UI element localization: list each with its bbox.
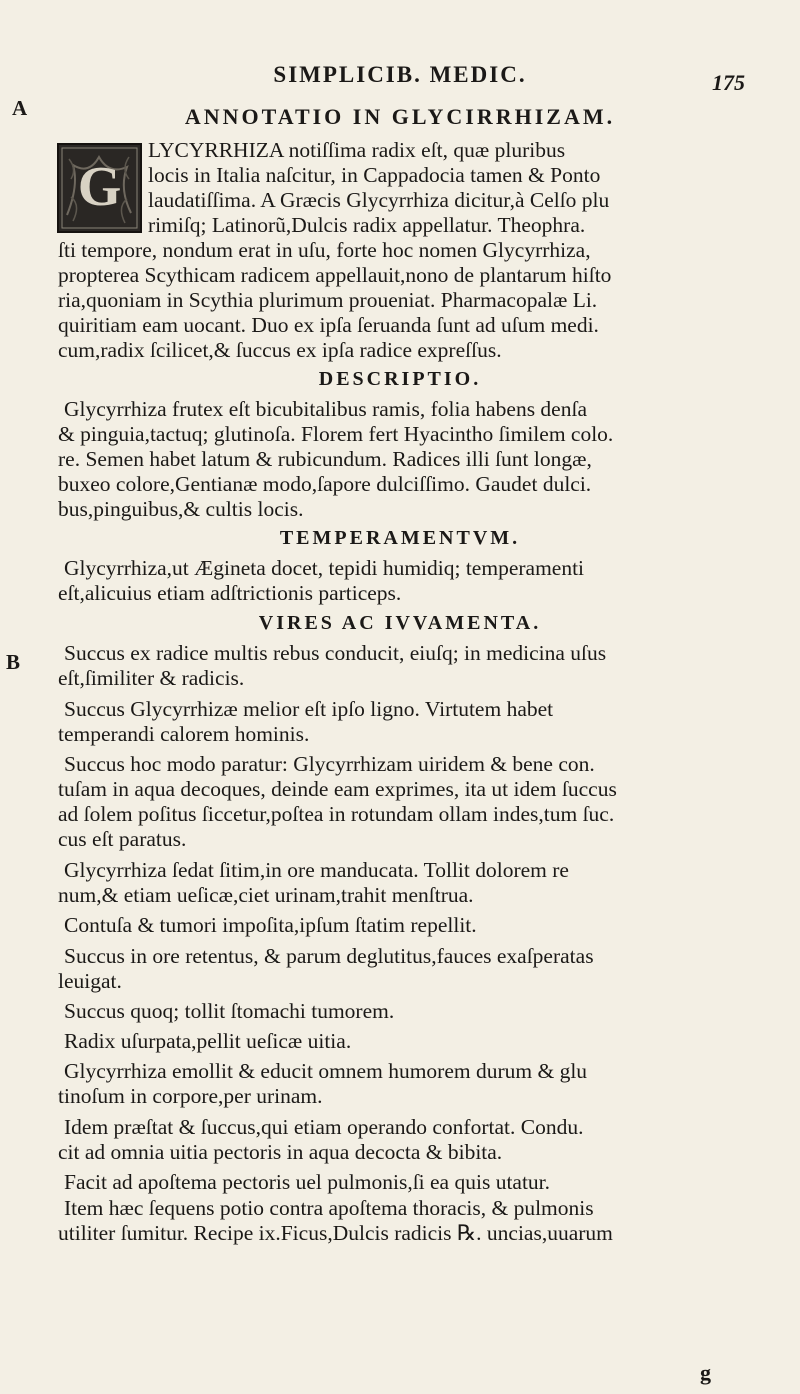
text-line: Facit ad apoſtema pectoris uel pulmonis,ſi ea quis utatur. — [64, 1170, 551, 1194]
margin-letter-b: B — [6, 650, 21, 674]
text-line: Glycyrrhiza emollit & educit omnem humorem durum & glu — [64, 1059, 588, 1083]
page-number: 175 — [712, 70, 745, 95]
text-line: ria,quoniam in Scythia plurimum proueniat. Pharmacopalæ Li. — [58, 288, 598, 312]
text-line: & pinguia,tactuq; glutinoſa. Florem fert Hyacintho ſimilem colo. — [58, 422, 614, 446]
text-line: locis in Italia naſcitur, in Cappadocia tamen & Ponto — [148, 163, 601, 187]
chapter-title: ANNOTATIO IN GLYCIRRHIZAM. — [184, 104, 616, 129]
text-line: Radix uſurpata,pellit ueſicæ uitia. — [64, 1029, 352, 1053]
text-line: ſti tempore, nondum erat in uſu, forte hoc nomen Glycyrrhiza, — [58, 238, 591, 262]
text-line: tinoſum in corpore,per urinam. — [58, 1084, 323, 1108]
text-line: Succus Glycyrrhizæ melior eſt ipſo ligno. Virtutem habet — [64, 697, 554, 721]
text-line: buxeo colore,Gentianæ modo,ſapore dulciſſimo. Gaudet dulci. — [58, 472, 592, 496]
text-line: tuſam in aqua decoques, deinde eam exprimes, ita ut idem ſuccus — [58, 777, 617, 801]
text-line: Contuſa & tumori impoſita,ipſum ſtatim repellit. — [64, 913, 477, 937]
text-line: cum,radix ſcilicet,& ſuccus ex ipſa radice expreſſus. — [58, 338, 502, 362]
section-heading-descriptio: DESCRIPTIO. — [318, 368, 482, 390]
text-line: laudatiſſima. A Græcis Glycyrrhiza dicitur,à Celſo plu — [148, 188, 610, 212]
text-line: Idem præſtat & ſuccus,qui etiam operando confortat. Condu. — [64, 1115, 584, 1139]
text-line: quiritiam eam uocant. Duo ex ipſa ſeruanda ſunt ad uſum medi. — [58, 313, 599, 337]
signature-mark: g — [700, 1360, 711, 1385]
text-line: cus eſt paratus. — [58, 827, 187, 851]
text-line: utiliter ſumitur. Recipe ix.Ficus,Dulcis radicis ℞. uncias,uuarum — [58, 1221, 613, 1245]
section-heading-vires: VIRES AC IVVAMENTA. — [258, 612, 542, 634]
text-line: Succus in ore retentus, & parum deglutitus,fauces exaſperatas — [64, 944, 594, 968]
woodcut-ornament-icon — [59, 145, 140, 231]
text-line: Glycyrrhiza,ut Ægineta docet, tepidi humidiq; temperamenti — [64, 556, 585, 580]
text-line: eſt,alicuius etiam adſtrictionis particeps. — [58, 581, 402, 605]
text-line: leuigat. — [58, 969, 122, 993]
text-line: Succus ex radice multis rebus conducit, eiuſq; in medicina uſus — [64, 641, 607, 665]
margin-letter-a: A — [12, 96, 28, 120]
text-line: Succus hoc modo paratur: Glycyrrhizam uiridem & bene con. — [64, 752, 595, 776]
text-line: rimiſq; Latinorũ,Dulcis radix appellatur. Theophra. — [148, 213, 586, 237]
running-head: SIMPLICIB. MEDIC. — [273, 62, 527, 87]
text-line: LYCYRRHIZA notiſſima radix eſt, quæ pluribus — [148, 138, 566, 162]
section-heading-temperamentum: TEMPERAMENTVM. — [279, 527, 521, 549]
text-line: num,& etiam ueſicæ,ciet urinam,trahit menſtrua. — [58, 883, 474, 907]
text-line: re. Semen habet latum & rubicundum. Radices illi ſunt longæ, — [58, 447, 592, 471]
text-line: eſt,ſimiliter & radicis. — [58, 666, 245, 690]
text-line: Item hæc ſequens potio contra apoſtema thoracis, & pulmonis — [64, 1196, 594, 1220]
text-line: Succus quoq; tollit ſtomachi tumorem. — [64, 999, 395, 1023]
text-line: propterea Scythicam radicem appellauit,nono de plantarum hiſto — [58, 263, 612, 287]
decorated-initial — [57, 143, 142, 233]
text-line: ad ſolem poſitus ſiccetur,poſtea in rotundam ollam indes,tum ſuc. — [58, 802, 615, 826]
initial-letter: G — [77, 156, 122, 218]
text-line: cit ad omnia uitia pectoris in aqua decocta & bibita. — [58, 1140, 503, 1164]
text-line: Glycyrrhiza frutex eſt bicubitalibus ramis, folia habens denſa — [64, 397, 587, 421]
text-line: bus,pinguibus,& cultis locis. — [58, 497, 304, 521]
text-line: Glycyrrhiza ſedat ſitim,in ore manducata. Tollit dolorem re — [64, 858, 569, 882]
text-line: temperandi calorem hominis. — [58, 722, 310, 746]
